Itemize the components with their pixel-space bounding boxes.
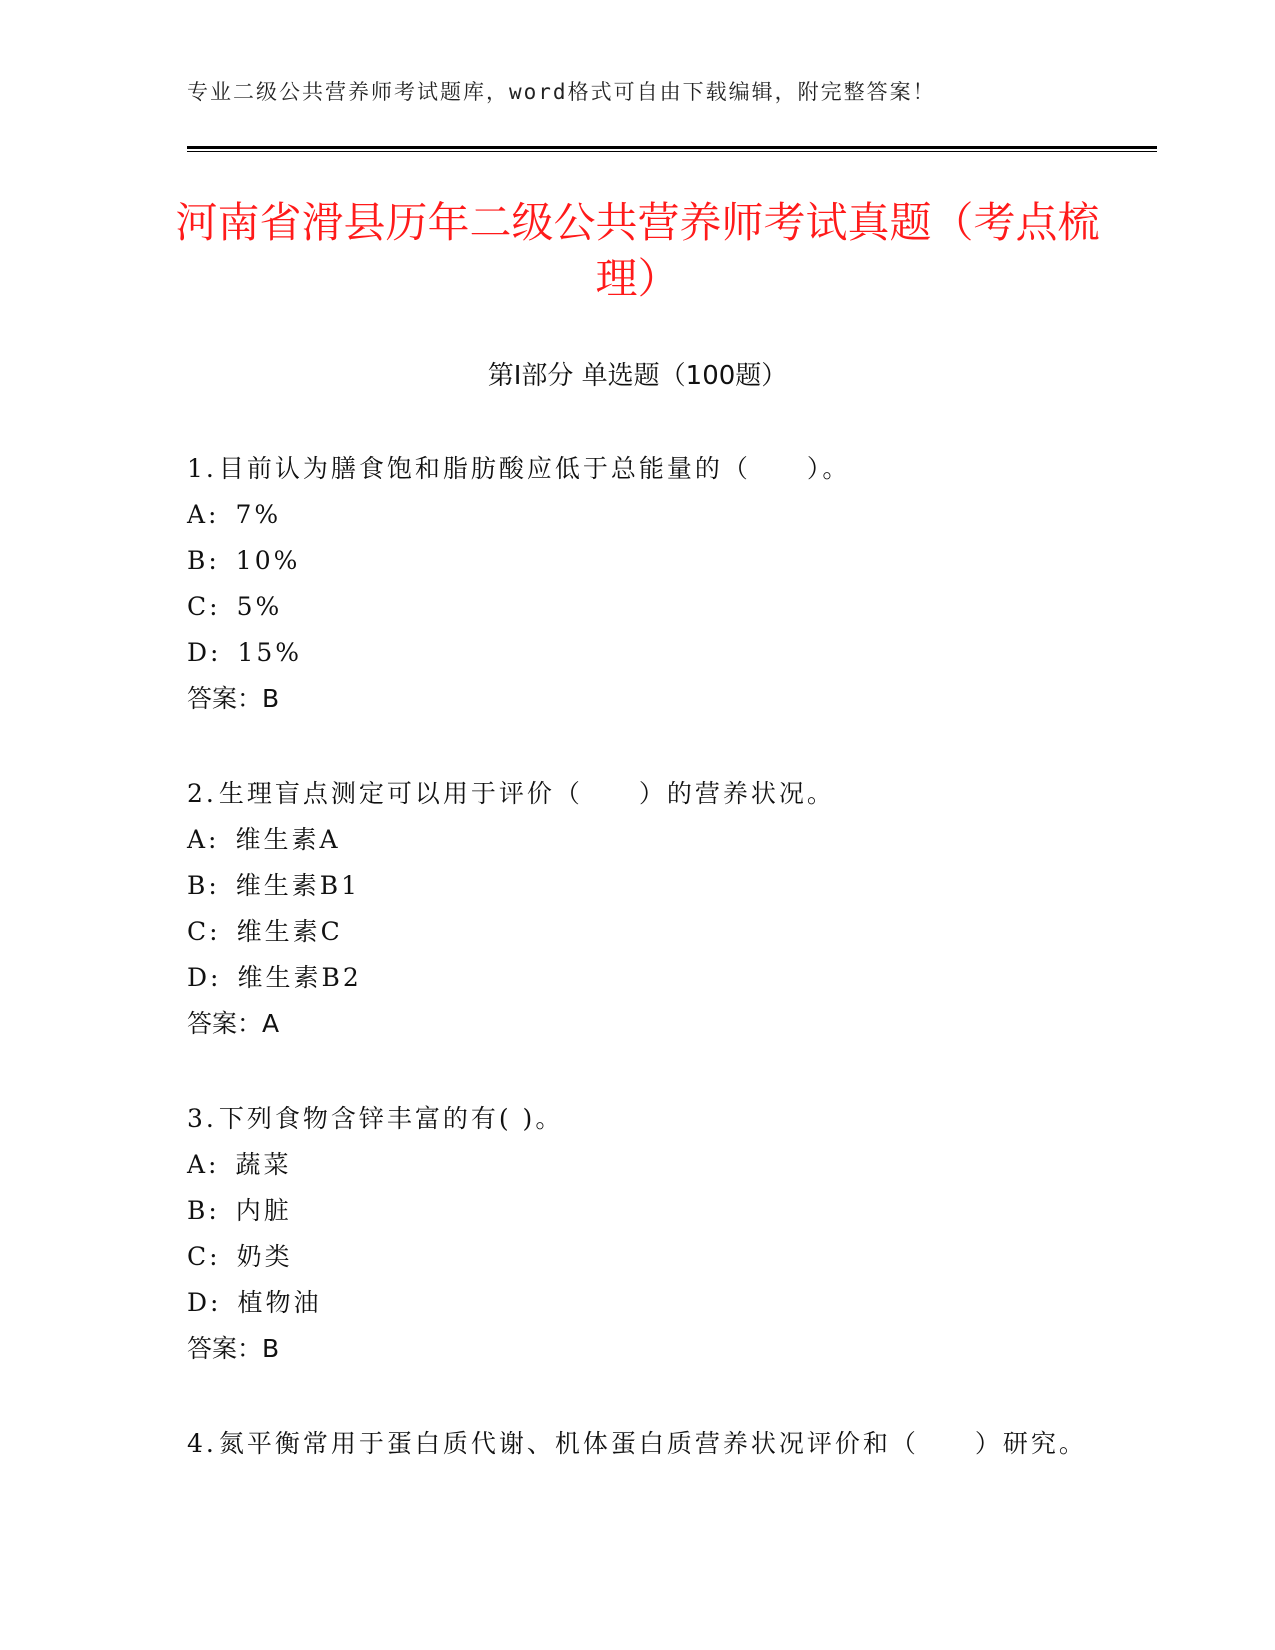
option-key: C:	[187, 917, 221, 946]
question-stem	[187, 446, 1087, 492]
question-4	[187, 1421, 1087, 1467]
option-key: B:	[187, 1196, 220, 1225]
question-1	[187, 446, 1087, 722]
question-number: 1.	[187, 454, 217, 483]
option-key: C:	[187, 592, 221, 621]
option-key: B:	[187, 871, 220, 900]
option-key: C:	[187, 1242, 221, 1271]
option-d	[187, 955, 1087, 1001]
option-key: D:	[187, 638, 222, 667]
option-text: 植物油	[237, 1288, 322, 1317]
option-text: 维生素C	[236, 917, 343, 946]
option-text: 维生素A	[235, 825, 341, 854]
question-stem	[187, 1421, 1087, 1467]
option-text: 内脏	[235, 1196, 292, 1225]
question-text: 下列食物含锌丰富的有( )。	[218, 1104, 564, 1133]
option-key: B:	[187, 546, 220, 575]
answer: 答案：B	[187, 1334, 280, 1363]
question-text: 目前认为膳食饱和脂肪酸应低于总能量的（ ）。	[218, 454, 851, 483]
option-key: D:	[187, 1288, 222, 1317]
question-number: 3.	[187, 1104, 217, 1133]
question-text: 生理盲点测定可以用于评价（ ）的营养状况。	[218, 779, 835, 808]
question-number: 2.	[187, 779, 217, 808]
option-key: A:	[187, 500, 220, 529]
option-d	[187, 1280, 1087, 1326]
option-text: 7%	[235, 500, 282, 529]
header-rule-thick	[187, 146, 1157, 149]
option-text: 维生素B1	[235, 871, 361, 900]
option-text: 维生素B2	[237, 963, 362, 992]
answer: 答案：B	[187, 684, 280, 713]
option-key: D:	[187, 963, 222, 992]
option-a	[187, 1142, 1087, 1188]
option-b	[187, 863, 1087, 909]
section-heading: 第Ⅰ部分 单选题（100题）	[487, 361, 788, 391]
header-rule-thin	[187, 151, 1157, 152]
header-note: 专业二级公共营养师考试题库，word格式可自由下载编辑，附完整答案！	[187, 80, 936, 104]
document-title: 河南省滑县历年二级公共营养师考试真题（考点梳理）	[175, 198, 1100, 303]
question-list	[187, 446, 1087, 1516]
option-key: A:	[187, 825, 220, 854]
option-text: 10%	[235, 546, 301, 575]
question-text: 氮平衡常用于蛋白质代谢、机体蛋白质营养状况评价和（ ）研究。	[218, 1429, 1087, 1458]
option-c	[187, 1234, 1087, 1280]
answer: 答案：A	[187, 1009, 280, 1038]
option-c	[187, 909, 1087, 955]
question-stem	[187, 771, 1087, 817]
option-d	[187, 630, 1087, 676]
option-text: 蔬菜	[235, 1150, 292, 1179]
question-number: 4.	[187, 1429, 217, 1458]
option-text: 5%	[236, 592, 283, 621]
option-b	[187, 538, 1087, 584]
option-c	[187, 584, 1087, 630]
option-a	[187, 817, 1087, 863]
option-text: 奶类	[236, 1242, 293, 1271]
question-3	[187, 1096, 1087, 1372]
option-text: 15%	[237, 638, 303, 667]
question-stem	[187, 1096, 1087, 1142]
option-a	[187, 492, 1087, 538]
option-key: A:	[187, 1150, 220, 1179]
option-b	[187, 1188, 1087, 1234]
question-2	[187, 771, 1087, 1047]
